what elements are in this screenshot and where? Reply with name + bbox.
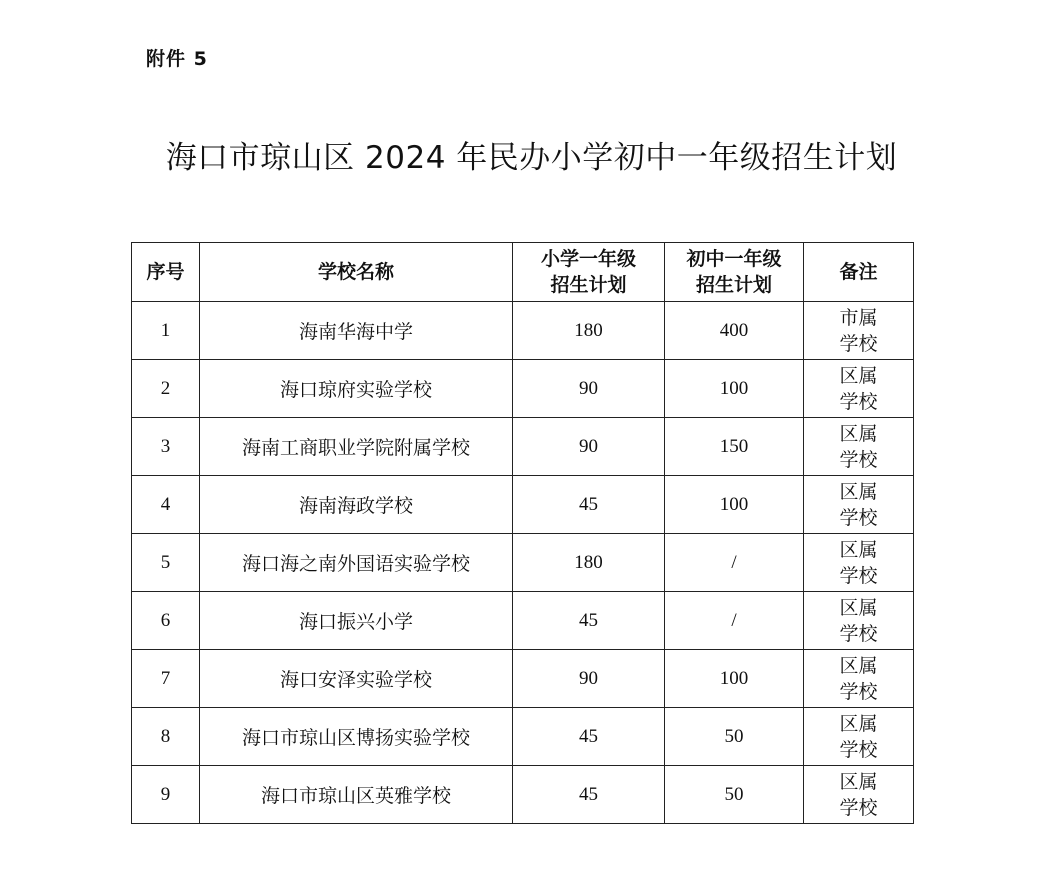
cell-note-line2: 学校 bbox=[839, 680, 878, 703]
cell-note-line2: 学校 bbox=[839, 448, 878, 471]
cell-school-name: 海口振兴小学 bbox=[200, 592, 513, 650]
cell-school-name: 海南华海中学 bbox=[200, 302, 513, 360]
cell-school-name: 海口海之南外国语实验学校 bbox=[200, 534, 513, 592]
cell-note-line1: 区属 bbox=[839, 480, 878, 503]
cell-junior-plan: 400 bbox=[665, 302, 804, 360]
header-primary-plan bbox=[513, 243, 665, 302]
cell-primary-plan: 90 bbox=[513, 360, 665, 418]
cell-school-name: 海口琼府实验学校 bbox=[200, 360, 513, 418]
cell-note bbox=[804, 302, 914, 360]
cell-seq: 2 bbox=[132, 360, 200, 418]
cell-note-line2: 学校 bbox=[839, 796, 878, 819]
header-note: 备注 bbox=[804, 243, 914, 302]
table-row bbox=[132, 766, 914, 824]
table-row bbox=[132, 592, 914, 650]
table-row bbox=[132, 360, 914, 418]
cell-note bbox=[804, 766, 914, 824]
header-junior-plan-line2: 招生计划 bbox=[695, 274, 772, 296]
table-row bbox=[132, 650, 914, 708]
cell-junior-plan: 100 bbox=[665, 476, 804, 534]
document-title: 海口市琼山区 2024 年民办小学初中一年级招生计划 bbox=[165, 140, 898, 176]
header-junior-plan bbox=[665, 243, 804, 302]
cell-junior-plan: 100 bbox=[665, 650, 804, 708]
cell-seq: 1 bbox=[132, 302, 200, 360]
header-seq: 序号 bbox=[132, 243, 200, 302]
header-primary-plan-line2: 招生计划 bbox=[550, 274, 627, 296]
cell-note bbox=[804, 360, 914, 418]
cell-note bbox=[804, 650, 914, 708]
cell-note-line2: 学校 bbox=[839, 564, 878, 587]
cell-school-name: 海口市琼山区英雅学校 bbox=[200, 766, 513, 824]
cell-school-name: 海口市琼山区博扬实验学校 bbox=[200, 708, 513, 766]
cell-primary-plan: 180 bbox=[513, 534, 665, 592]
cell-seq: 7 bbox=[132, 650, 200, 708]
cell-primary-plan: 45 bbox=[513, 766, 665, 824]
cell-note bbox=[804, 476, 914, 534]
table-header-row bbox=[132, 243, 914, 302]
cell-note-line1: 区属 bbox=[839, 538, 878, 561]
attachment-label: 附件 5 bbox=[146, 48, 208, 70]
cell-note-line2: 学校 bbox=[839, 738, 878, 761]
cell-junior-plan: 50 bbox=[665, 766, 804, 824]
cell-note bbox=[804, 592, 914, 650]
cell-note-line1: 区属 bbox=[839, 770, 878, 793]
cell-note-line1: 区属 bbox=[839, 422, 878, 445]
cell-primary-plan: 90 bbox=[513, 650, 665, 708]
cell-junior-plan: 100 bbox=[665, 360, 804, 418]
cell-junior-plan: 50 bbox=[665, 708, 804, 766]
cell-junior-plan: 150 bbox=[665, 418, 804, 476]
cell-primary-plan: 180 bbox=[513, 302, 665, 360]
table-row bbox=[132, 418, 914, 476]
cell-seq: 6 bbox=[132, 592, 200, 650]
cell-note-line1: 市属 bbox=[839, 306, 878, 329]
cell-primary-plan: 45 bbox=[513, 592, 665, 650]
cell-seq: 5 bbox=[132, 534, 200, 592]
cell-junior-plan: / bbox=[665, 534, 804, 592]
cell-note bbox=[804, 534, 914, 592]
header-school-name: 学校名称 bbox=[200, 243, 513, 302]
table-row bbox=[132, 302, 914, 360]
cell-primary-plan: 45 bbox=[513, 476, 665, 534]
cell-junior-plan: / bbox=[665, 592, 804, 650]
cell-seq: 3 bbox=[132, 418, 200, 476]
cell-note-line1: 区属 bbox=[839, 364, 878, 387]
cell-school-name: 海南工商职业学院附属学校 bbox=[200, 418, 513, 476]
cell-note bbox=[804, 418, 914, 476]
cell-note-line2: 学校 bbox=[839, 506, 878, 529]
cell-seq: 9 bbox=[132, 766, 200, 824]
header-junior-plan-line1: 初中一年级 bbox=[686, 248, 782, 270]
table-row bbox=[132, 476, 914, 534]
cell-school-name: 海口安泽实验学校 bbox=[200, 650, 513, 708]
cell-note-line2: 学校 bbox=[839, 332, 878, 355]
cell-school-name: 海南海政学校 bbox=[200, 476, 513, 534]
enrollment-plan-table bbox=[131, 242, 914, 824]
cell-note-line1: 区属 bbox=[839, 712, 878, 735]
cell-primary-plan: 90 bbox=[513, 418, 665, 476]
table-row bbox=[132, 534, 914, 592]
cell-note-line1: 区属 bbox=[839, 596, 878, 619]
cell-seq: 4 bbox=[132, 476, 200, 534]
cell-note-line2: 学校 bbox=[839, 622, 878, 645]
cell-note bbox=[804, 708, 914, 766]
cell-note-line1: 区属 bbox=[839, 654, 878, 677]
cell-primary-plan: 45 bbox=[513, 708, 665, 766]
cell-seq: 8 bbox=[132, 708, 200, 766]
table-body bbox=[132, 302, 914, 824]
table-row bbox=[132, 708, 914, 766]
cell-note-line2: 学校 bbox=[839, 390, 878, 413]
header-primary-plan-line1: 小学一年级 bbox=[540, 248, 636, 270]
